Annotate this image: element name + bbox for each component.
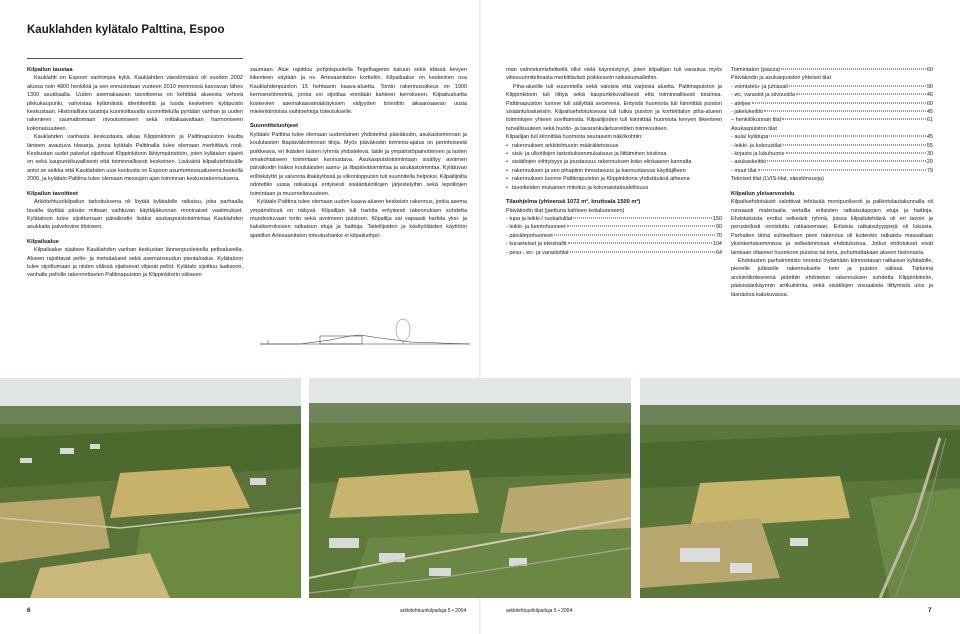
room-program-row: [506, 232, 722, 240]
bullet-item: • rakennuksen ja sen pihapiirin innostavuus ja kannustavuus käyttäjilleen: [506, 167, 722, 175]
room-program-row: [506, 223, 722, 231]
dot-leader: [767, 161, 926, 162]
section-heading: Kilpailun taustaa: [27, 67, 73, 73]
bullet-list: [506, 142, 722, 192]
dot-leader: [567, 226, 715, 227]
room-name: - asukaskeittiö: [731, 159, 767, 166]
text-column-2: [250, 66, 467, 240]
aerial-photo-1: [0, 378, 301, 598]
body-paragraph: Kauklahti on Espoon vanhimpia kyliä. Kauklahden väestömäärä oli vuoden 2002 alussa noin 4800 henkilöä ja sen ennustetaan vuoteen 2010 mennessä kasvavan lähes 1300 asukkaalla. Uuden asemakaavan tavoitteena on kehittää alueesta vehreä pikkukaupunki, vahvistaa kylämäistä identiteettiä ja luoda keskeinen kyläpuisto keskustaan. Historiallisia taustoja kunnioittavalla suunnittelulla pyritään vanhan ja uuden rakenteen saumattomaan nivoutumiseen sekä mittakaavaltaan harmoniseen kokonaisuuteen.: [27, 75, 243, 132]
room-name: Toimintatori (piazza): [731, 67, 781, 73]
page-number-right: 7: [928, 607, 932, 614]
room-area: 55: [926, 142, 933, 149]
room-name: – henkilökunnan tilat: [731, 117, 782, 124]
text-column-1: [27, 66, 243, 280]
room-program-row: [731, 150, 933, 158]
room-program-row: [506, 215, 722, 223]
room-name: - leikki- ja luontohuoneet: [506, 224, 566, 231]
body-paragraph: Päiväkodin tilat (jaettuna kahteen kotialueeseen): [506, 207, 625, 214]
body-paragraph: Kilpailijan tuli kiinnittää huomiota seuraaviin näkökohtiin:: [506, 134, 643, 141]
room-area: 90: [926, 83, 933, 90]
body-paragraph: Kilpailuehdotukset valottivat tehtävää monipuolisesti ja palkintolautakunnalla oli runsaasti materiaalia vertailla erilaisten ratkaisutapojen etuja ja haittoja. Ehdotuksista erottui selkeästi ryhmä, joissa kilpailutehtävä oli eri tavoin ja perustellusti onnistuttu ratkaisemaan. Erilaisia ratkaisutyyppejä oli lukuisia. Parhaiten tämä suhteellisen pieni rakennus oli kuitenkin ratkaistu massaltaan yksinkertaisemmissa ja selkeämmissä ehdotuksissa. Jotkut ehdotukset eivät lainkaan ottaneet huomioon puistoa tai toria, puhumattakaan alueen historiasta.: [731, 199, 933, 256]
magazine-footer-left: arkkitehtuurikilpailuja 5 • 2004: [400, 608, 467, 614]
room-name: - aula/ kylätupa: [731, 134, 769, 141]
room-program-row: [731, 100, 933, 108]
dot-leader: [783, 144, 926, 145]
section-terrain: [260, 335, 470, 344]
body-paragraph: Kauklahden vanhasta keskustasta alkaa Klippinkitorin ja Palttinapuiston kautta länteen avautuva tilasarja, jossa kylätalo Palttinalla tulee olemaan merkittävä rooli. Keskustan uudet palvelut sijoittuvat Klippinkitorin lähiympäristöön, joten kylätalon sijainti on sekä kaupunkikuvallisesti että toiminnallisesti keskeinen. Lisäväriä kilpailutehtävälle antoi se seikka että Kauklahden uusi keskusta on Espoon asuntomessualueena keskellä 2006, ja kylätalo Palttina tulee olemaan messujen ajan toiminnan keskusrakennuksena.: [27, 134, 243, 183]
room-program-row: [731, 142, 933, 150]
dot-leader: [758, 169, 926, 170]
body-paragraph: Piha-alueille tuli suunnitella sekä valoisia että varjoisia alueita. Palttinapuiston ja Klippinkitorin tuli liittyä sekä kaupunkikuvallisesti että toiminnallisesti toisiinsa. Palttinapuiston luonne tuli säilyttää avoimena. Erityistä huomiota tuli kiinnittää puiston sisääntuloalueisiin. Kilpailuehdotuksessa tuli tutkia puiston ja korttelitalon piha-alueen toimintojen yhteen sovittamista. Kilpailijoiden tuli kiinnittää huomiota kevyen liikenteen turvallisuuteen sekä huolto- ja tavarankuljetusreittien toimivuuteen.: [506, 83, 722, 132]
bullet-item: • rakennuksen arkkitehtuurin määrätietoisuus: [506, 142, 722, 150]
room-name: - kuraeteiset ja eteishallit: [506, 241, 567, 248]
title-rule: [27, 58, 243, 59]
room-program-row: [731, 158, 933, 166]
dot-leader: [573, 217, 711, 218]
dot-leader: [568, 243, 712, 244]
room-area: 20: [926, 159, 933, 166]
room-program-row: [731, 66, 933, 74]
room-area: 30: [926, 151, 933, 158]
dot-leader: [764, 111, 926, 112]
room-program-list: [731, 133, 933, 175]
dot-leader: [769, 136, 926, 137]
room-area: 60: [926, 67, 933, 73]
room-program-row: [731, 116, 933, 124]
room-name: - kirjasto ja lukuhuone: [731, 151, 785, 158]
room-program-row: [731, 83, 933, 91]
body-paragraph: Asukaspuiston tilat: [731, 125, 777, 132]
room-program-row: [731, 133, 933, 141]
body-paragraph: Tekniset tilat (LVIS-tilat, väestönsuoja): [731, 176, 824, 183]
aerial-photo-2: [309, 378, 631, 598]
room-program-row: [731, 91, 933, 99]
room-area: 45: [926, 134, 933, 141]
body-paragraph: man valmistumishetkellä ollut vielä käynnistynyt, joten kilpailijan tuli varautua myös viitesuunnitelmasta merkittävästi poikkeaviin ratkaisumalleihin.: [506, 67, 722, 82]
dot-leader: [781, 69, 926, 70]
room-program-list: [731, 66, 933, 74]
body-paragraph: Arkkitehtuurikilpailun tarkoituksena oli löytää kylätalolle ratkaisu, joka parhaalla tavalla täyttää päivän mittaan vaihtuvan käyttäjäkunnan moninaiset vaatimukset. Kylätaloon tulee sijoittumaan päiväkodin lisäksi asukaspuistotoimintaa Kauklahden asukkaita palvelevine tiloineen.: [27, 199, 243, 231]
room-name: - muut tilat: [731, 167, 757, 174]
body-paragraph: Kilpailualue sijaitsee Kauklahden vanhan keskustan lännenpuoleisella peltoalueella. Alueen rajoittavat pelto- ja metsäalueet sekä asemanseudun pientaloalue. Kylätaloon tulee sijoittumaan ja niiden välissä sijaitsevat viljavat pellot. Kylätalo sijoittuu laaksoon, vanhalle pellolle rakennettavien Palttinapuiston ja Klippinkitorin väliseen: [27, 247, 243, 279]
bullet-item: • tavoitteiden mukainen mitoitus ja kokonaistaloudellisuus: [506, 184, 722, 192]
room-name: - voimistelu- ja juhlasali: [731, 83, 788, 90]
section-heading: Kilpailun yleisarvostelu: [731, 190, 795, 197]
room-area: 90: [715, 224, 722, 231]
room-name: - wc, varastot ja siivoustila: [731, 92, 795, 99]
dot-leader: [796, 94, 926, 95]
section-heading: Suunnitteluohjeet: [250, 123, 299, 130]
body-paragraph: Ehdotusten parhaimmisto onnistui löytämään kiinnostavan ratkaisun kylätalolle, pienelle julkiselle rakennukselle torin ja puiston välissä. Tärkeinä arviointikriteereinä pidettiin ehdotetun rakennuksen suhdetta Klippinkitoriin, pääsisäänkäynnin artikulointia, sekä sisätilojen visuaalista liittymistä ulos ja läsnäoloa katukuvassa.: [731, 257, 933, 298]
bullet-item: • sisä- ja ulkotilojen tarkoituksenmukaisuus ja liittäminen toisiinsa: [506, 150, 722, 158]
body-paragraph: saumaan. Alue rajoittuu pohjoispuolella Tegelhagenin katuun sekä idässä kevyen liikenteen väylään ja ns. Artesaanitalon kortteliin. Kilpailualue on keskeinen osa Kauklahdenpuiston 15 hehtaarin kaava-aluetta. Tontin rakennusoikeus on 1900 kerrosneliömetriä, jonka voi sijoittaa enintään kahteen kerrokseen. Kilpailualuetta koskevien asemakaavamääräyksien väljyyden toivottiin aikaansaavan uusia mielenkiintoisia vaihtoehtoja toteutukselle.: [250, 67, 467, 116]
dot-leader: [554, 234, 715, 235]
page-title: Kauklahden kylätalo Palttina, Espoo: [27, 24, 225, 36]
room-name: - tupa ja leikki-/ ruokailutilat: [506, 215, 573, 222]
room-program-row: [506, 249, 722, 257]
text-column-4: [731, 66, 933, 299]
body-paragraph: Kylätalo Palttina tulee olemaan uudenlainen yhdistelmä päiväkodin, asukastoiminnan ja koululaisten iltapäivätoiminnan tiloja. Myös päiväkodin toiminta-ajatus on perinteisestä poikkeava, eri ikäisten lasten ryhmiä yhdistelevä, taide ja ympäristöpainotteinen ja lasten omakohtaiseen toimintaan kannustava. Asukaspuistotoimintaan sisältyy avoimen päiväkodin lisäksi koululaisten aamu- ja iltapäivätoimintaa ja asukastoimintaa. Kylätuvan erilliskäyttö ja valvonta iltakäytössä ja viikonloppuisin tuli suunnitella helpoksi. Kilpailijoilta odotettiin uusia ratkaisuja erityisesti sisääntulotilojen järjestelyihin sekä lepotilojen toimintaan ja muunneltavuuteen.: [250, 131, 467, 197]
body-paragraph: Päiväkodin ja asukaspuiston yhteiset tilat: [731, 75, 831, 82]
room-area: 45: [926, 109, 933, 116]
site-section-drawing: [260, 308, 470, 350]
dot-leader: [789, 85, 926, 86]
dot-leader: [782, 119, 926, 120]
room-program-list: [731, 83, 933, 125]
room-name: - ateljee: [731, 100, 751, 107]
room-area: 64: [715, 249, 722, 256]
room-area: 61: [926, 117, 933, 124]
room-name: - pesu-, wc- ja varastotilat: [506, 249, 569, 256]
room-area: 104: [712, 241, 722, 248]
bullet-item: • sisätilojen viihtyisyys ja joustavuus rakennuksen koko elinkaaren kannalta: [506, 158, 722, 166]
dot-leader: [786, 153, 926, 154]
section-heading: Kilpailun tavoitteet: [27, 190, 78, 197]
page-number-left: 6: [27, 607, 31, 614]
room-name: - jakelukeittiö: [731, 109, 764, 116]
room-name: - leikki- ja kokoustilat: [731, 142, 782, 149]
room-program-row: [731, 108, 933, 116]
dot-leader: [570, 251, 715, 252]
section-heading: Tilaohjelma (yhteensä 1072 m², bruttoala 1500 m²): [506, 199, 641, 206]
section-heading: Kilpailualue: [27, 238, 59, 245]
text-column-3: [506, 66, 722, 257]
magazine-footer-right: arkkitehtuurikilpailuja 5 • 2004: [506, 608, 573, 614]
room-program-row: [506, 240, 722, 248]
room-area: 79: [926, 167, 933, 174]
body-paragraph: Kylätalo Palttina tulee olemaan uuden kaava-alueen keskeisin rakennus, jonka asema ympäristössä on näkyvä. Kilpailijan tuli harkita erityisesti rakennuksen suhdetta muodostuvaan toriin sekä avoimeen puistoon. Kilpailija sai vapaasti harkita yksi- ja kaksikerroksisen ratkaisun etuja ja haittoja. Taiteilijoiden ja käsityöläisten käyttöön ajatellun Artesaanitalon toteutushanke ei kilpailuohjel-: [250, 199, 467, 239]
room-name: - päivälepohuoneet: [506, 232, 553, 239]
bullet-item: • rakennuksen luonne Palttinapuiston ja Klippinkitoria yhdistävänä aiheena: [506, 175, 722, 183]
room-program-row: [731, 167, 933, 175]
section-building: [320, 336, 362, 344]
room-area: 60: [926, 100, 933, 107]
room-program-list: [506, 215, 722, 257]
aerial-photo-3: [640, 378, 960, 598]
dot-leader: [752, 102, 926, 103]
room-area: 150: [712, 215, 722, 222]
room-area: 70: [715, 232, 722, 239]
room-area: 46: [926, 92, 933, 99]
